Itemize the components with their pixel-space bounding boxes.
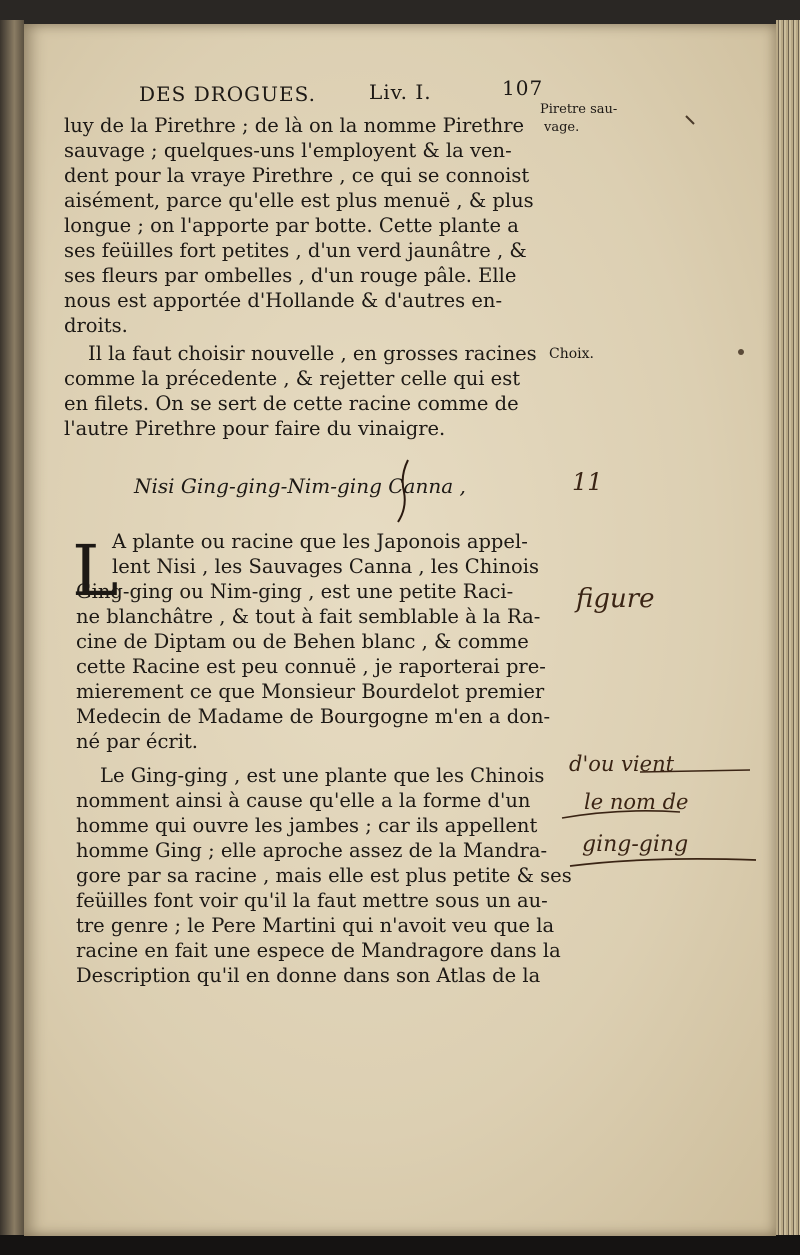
text-line: ne blanchâtre , & tout à fait semblable à la Ra-: [76, 605, 541, 628]
text-line: sauvage ; quelques-uns l'employent & la ven-: [64, 139, 512, 162]
handwritten-note-line2: le nom de: [584, 790, 689, 814]
text-line: né par écrit.: [76, 730, 198, 753]
margin-note-pirethre-2: vage.: [544, 120, 580, 135]
margin-note-pirethre-1: Piretre sau-: [540, 102, 618, 117]
text-line: dent pour la vraye Pirethre , ce qui se connoist: [64, 164, 530, 187]
handwritten-note-line3: ging-ging: [582, 832, 689, 857]
text-line: ses feüilles fort petites , d'un verd jaunâtre , &: [64, 239, 527, 262]
book-gutter: [0, 20, 24, 1245]
page-number: 107: [502, 76, 544, 100]
handwritten-section-mark: 11: [572, 468, 603, 496]
text-line: nomment ainsi à cause qu'elle a la forme d'un: [76, 789, 531, 812]
text-line: comme la précedente , & rejetter celle qui est: [64, 367, 521, 390]
handwritten-bracket-mark: [390, 456, 420, 526]
text-line: tre genre ; le Pere Martini qui n'avoit veu que la: [76, 914, 555, 937]
text-line: Medecin de Madame de Bourgogne m'en a don-: [76, 705, 551, 728]
text-line: luy de la Pirethre ; de là on la nomme Pirethre: [64, 114, 525, 137]
running-header-title: DES DROGUES.: [139, 82, 316, 106]
handwritten-note-figure: figure: [576, 584, 655, 614]
handwritten-underline-strokes: [560, 764, 760, 894]
text-line: en filets. On se sert de cette racine comme de: [64, 392, 519, 415]
book-page: [24, 24, 776, 1236]
scan-bottom-edge: [0, 1235, 800, 1255]
text-line: aisément, parce qu'elle est plus menuë , & plus: [64, 189, 534, 212]
margin-note-choix: Choix.: [549, 346, 594, 362]
scan-top-edge: [0, 0, 800, 26]
page-stack-edge: [776, 20, 800, 1245]
text-line: Ging-ging ou Nim-ging , est une petite Raci-: [76, 580, 514, 603]
text-line: homme qui ouvre les jambes ; car ils appellent: [76, 814, 538, 837]
stray-ink-mark: [684, 114, 698, 128]
handwritten-note-line1: d'ou vient: [569, 752, 675, 776]
text-line: homme Ging ; elle aproche assez de la Mandra-: [76, 839, 548, 862]
text-line: A plante ou racine que les Japonois appel-: [112, 530, 528, 553]
text-line: nous est apportée d'Hollande & d'autres en-: [64, 289, 503, 312]
text-line: feüilles font voir qu'il la faut mettre sous un au-: [76, 889, 548, 912]
text-line: Le Ging-ging , est une plante que les Chinois: [100, 764, 545, 787]
text-line: cette Racine est peu connuë , je raporterai pre-: [76, 655, 546, 678]
text-line: racine en fait une espece de Mandragore dans la: [76, 939, 561, 962]
text-line: longue ; on l'apporte par botte. Cette plante a: [64, 214, 519, 237]
text-line: l'autre Pirethre pour faire du vinaigre.: [64, 417, 446, 440]
text-line: cine de Diptam ou de Behen blanc , & comme: [76, 630, 529, 653]
text-line: Il la faut choisir nouvelle , en grosses racines: [88, 342, 537, 365]
text-line: mierement ce que Monsieur Bourdelot premier: [76, 680, 545, 703]
text-line: lent Nisi , les Sauvages Canna , les Chinois: [112, 555, 540, 578]
text-line: droits.: [64, 314, 128, 337]
text-line: Description qu'il en donne dans son Atlas de la: [76, 964, 541, 987]
running-header-book: Liv. I.: [369, 80, 432, 104]
drop-cap: L: [72, 530, 119, 612]
section-heading: Nisi Ging-ging-Nim-ging Canna ,: [134, 474, 466, 498]
text-line: gore par sa racine , mais elle est plus petite & ses: [76, 864, 572, 887]
stray-ink-dot: [737, 348, 745, 356]
text-line: ses fleurs par ombelles , d'un rouge pâle. Elle: [64, 264, 517, 287]
